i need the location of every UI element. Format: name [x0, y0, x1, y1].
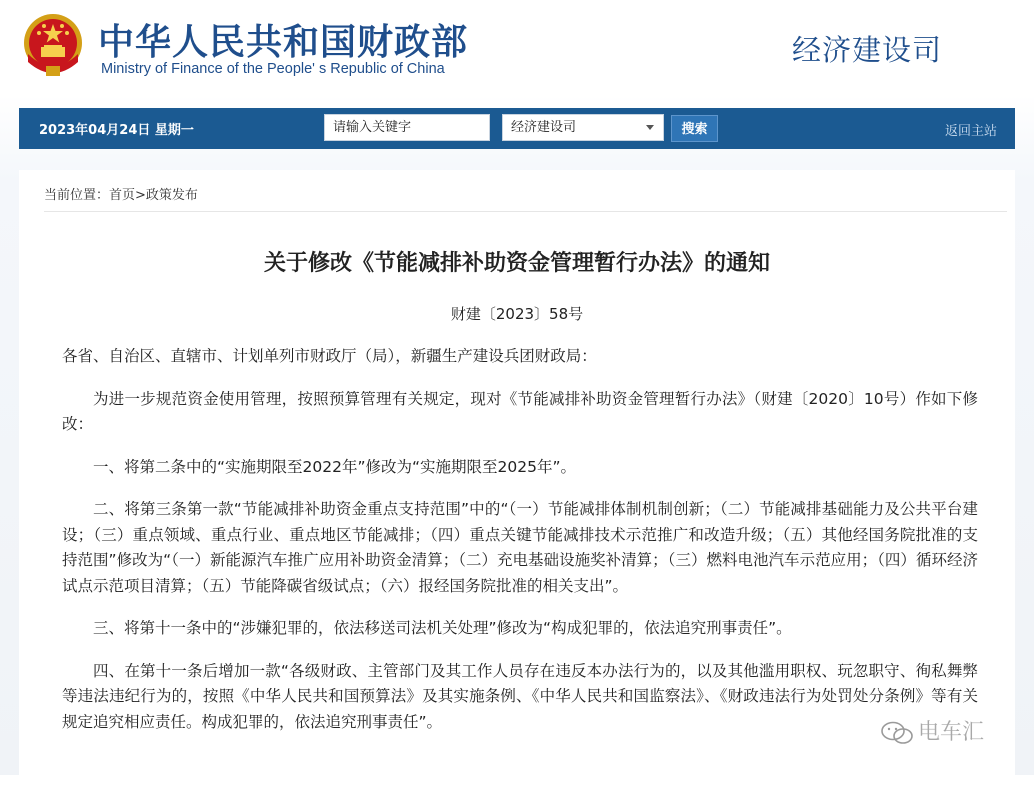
department-select-value: 经济建设司: [511, 120, 577, 135]
article-body: [62, 344, 978, 752]
department-select[interactable]: [502, 114, 664, 141]
site-title-en: Ministry of Finance of the People' s Republic of China: [101, 61, 445, 77]
page-title: 关于修改《节能减排补助资金管理暂行办法》的通知: [263, 251, 770, 276]
search-input[interactable]: 请输入关键字: [324, 114, 490, 141]
top-navbar: [19, 108, 1015, 149]
salutation: 各省、自治区、直辖市、计划单列市财政厅（局），新疆生产建设兵团财政局：: [62, 347, 597, 365]
paragraph: 三、将第十一条中的“涉嫌犯罪的，依法移送司法机关处理”修改为“构成犯罪的，依法追究刑事责任”。: [93, 619, 792, 637]
breadcrumb: 当前位置：首页>政策发布: [44, 188, 198, 203]
national-emblem-icon: [22, 12, 84, 78]
divider: [44, 211, 1007, 212]
wechat-icon: [880, 721, 914, 745]
paragraph: 为进一步规范资金使用管理，按照预算管理有关规定，现对《节能减排补助资金管理暂行办法》（财建〔2020〕10号）作如下修改：: [62, 389, 978, 433]
paragraph: 二、将第三条第一款“节能减排补助资金重点支持范围”中的“（一）节能减排体制机制创新；（二）节能减排基础能力及公共平台建设；（三）重点领域、重点行业、重点地区节能减排；（四）重点关键节能减排技术示范推广和改造升级；（五）其他经国务院批准的支持范围”修改为“（一）新能源汽车推广应用补助资金清算；（二）充电基础设施奖补清算；（三）燃料电池汽车示范应用；（四）循环经济试点示范项目清算；（五）节能降碳省级试点；（六）报经国务院批准的相关支出”。: [62, 500, 978, 595]
return-home-link[interactable]: 返回主站: [944, 124, 997, 139]
chevron-down-icon: [646, 125, 654, 130]
article-panel: [19, 170, 1015, 790]
paragraph: 一、将第二条中的“实施期限至2022年”修改为“实施期限至2025年”。: [93, 457, 577, 476]
search-button[interactable]: 搜索: [671, 115, 718, 142]
document-number: 财建〔2023〕58号: [450, 305, 584, 323]
site-title-cn: 中华人民共和国财政部: [98, 22, 469, 63]
department-name: 经济建设司: [792, 33, 943, 67]
site-header: [0, 0, 1034, 100]
current-date: 2023年04月24日 星期一: [39, 123, 194, 138]
watermark: 电车汇: [918, 720, 985, 745]
paragraph: 四、在第十一条后增加一款“各级财政、主管部门及其工作人员存在违反本办法行为的，以及其他滥用职权、玩忽职守、徇私舞弊等违法违纪行为的，按照《中华人民共和国预算法》及其实施条例、《中华人民共和国监察法》、《财政违法行为处罚处分条例》等有关规定追究相应责任。构成犯罪的，依法追究刑事责任”。: [62, 661, 978, 731]
